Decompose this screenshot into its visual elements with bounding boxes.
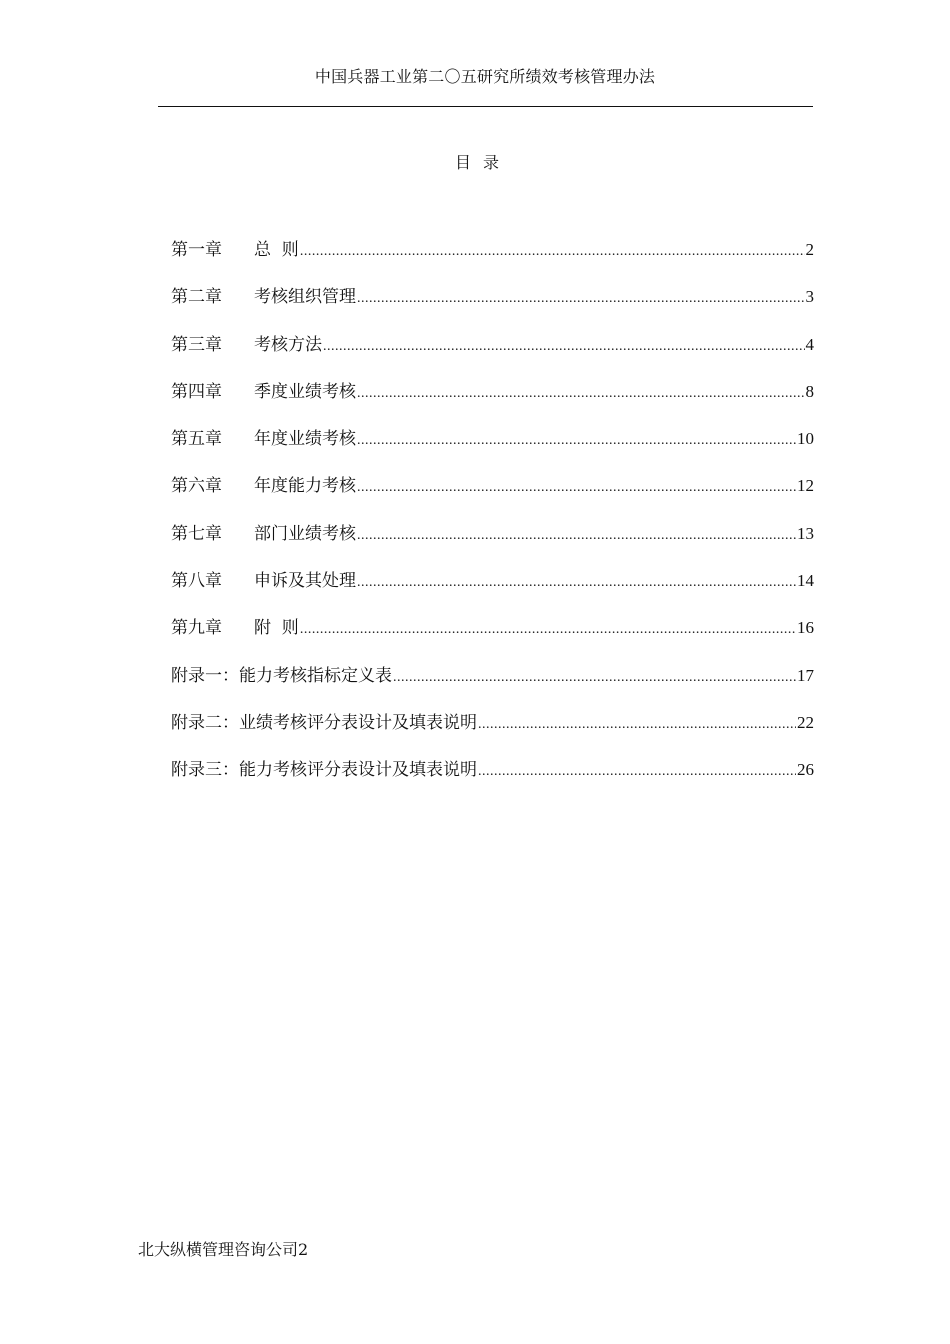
toc-entry-chapter-1[interactable]: [171, 238, 814, 285]
toc-dot-leader: [300, 618, 796, 642]
toc-dot-leader: [478, 713, 796, 737]
toc-dot-leader: [357, 382, 805, 406]
table-of-contents: [171, 238, 814, 806]
toc-entry-chapter-6[interactable]: [171, 474, 814, 521]
document-header-title: 中国兵器工业第二〇五研究所绩效考核管理办法: [314, 67, 656, 86]
toc-dot-leader: [478, 760, 796, 784]
toc-entry-chapter-3[interactable]: [171, 333, 814, 380]
toc-dot-leader: [393, 666, 796, 690]
toc-dot-leader: [357, 287, 805, 311]
toc-chapter-title: 总 则: [254, 240, 299, 260]
toc-page-number: 10: [797, 429, 814, 449]
toc-entry-label: [171, 569, 356, 593]
toc-entry-chapter-5[interactable]: [171, 427, 814, 474]
toc-dot-leader: [323, 335, 805, 359]
toc-title: 目录: [454, 153, 511, 172]
toc-page-number: 26: [797, 760, 814, 780]
toc-entry-label: 附录二：业绩考核评分表设计及填表说明: [171, 712, 477, 733]
toc-chapter-title: 部门业绩考核: [254, 523, 356, 544]
page-footer: 北大纵横管理咨询公司2: [138, 1240, 309, 1259]
toc-chapter-title: 申诉及其处理: [254, 571, 356, 592]
toc-entry-label: [171, 238, 299, 262]
toc-dot-leader: [357, 524, 796, 548]
toc-dot-leader: [357, 476, 796, 500]
toc-chapter-number: 第九章: [171, 618, 222, 639]
toc-entry-label: [171, 474, 356, 498]
toc-entry-chapter-9[interactable]: [171, 616, 814, 663]
toc-entry-appendix-2[interactable]: [171, 711, 814, 758]
toc-entry-appendix-1[interactable]: [171, 664, 814, 711]
toc-entry-label: [171, 333, 322, 357]
toc-chapter-number: 第八章: [171, 571, 222, 592]
toc-chapter-title: 年度业绩考核: [254, 429, 356, 450]
toc-entry-chapter-2[interactable]: [171, 285, 814, 332]
toc-entry-label: 附录三：能力考核评分表设计及填表说明: [171, 760, 477, 781]
toc-page-number: 13: [797, 523, 814, 543]
toc-entry-chapter-7[interactable]: [171, 522, 814, 569]
toc-chapter-number: 第一章: [171, 240, 222, 260]
toc-chapter-number: 第六章: [171, 476, 222, 497]
toc-page-number: 4: [805, 334, 814, 354]
toc-page-number: 16: [797, 618, 814, 638]
toc-dot-leader: [300, 240, 805, 264]
toc-entry-label: [171, 380, 356, 404]
toc-entry-label: [171, 285, 356, 309]
toc-entry-chapter-8[interactable]: [171, 569, 814, 616]
toc-chapter-number: 第四章: [171, 381, 222, 402]
toc-chapter-title: 季度业绩考核: [254, 381, 356, 402]
toc-entry-label: [171, 616, 299, 640]
toc-page-number: 14: [797, 571, 814, 591]
toc-page-number: 12: [797, 476, 814, 496]
toc-chapter-number: 第三章: [171, 334, 222, 355]
toc-entry-appendix-3[interactable]: [171, 758, 814, 805]
toc-chapter-number: 第二章: [171, 287, 222, 308]
toc-entry-label: [171, 522, 356, 546]
toc-chapter-title: 附 则: [254, 618, 299, 639]
toc-page-number: 17: [797, 665, 814, 685]
toc-chapter-number: 第五章: [171, 429, 222, 450]
toc-page-number: 8: [805, 381, 814, 401]
toc-entry-label: [171, 427, 356, 451]
header-divider: [158, 106, 813, 107]
toc-page-number: 3: [805, 287, 814, 307]
toc-dot-leader: [357, 429, 796, 453]
toc-entry-label: 附录一：能力考核指标定义表: [171, 665, 392, 686]
toc-chapter-title: 年度能力考核: [254, 476, 356, 497]
toc-chapter-title: 考核方法: [254, 334, 322, 355]
toc-chapter-number: 第七章: [171, 523, 222, 544]
toc-chapter-title: 考核组织管理: [254, 287, 356, 308]
toc-page-number: 2: [805, 240, 814, 259]
toc-page-number: 22: [797, 712, 814, 732]
toc-entry-chapter-4[interactable]: [171, 380, 814, 427]
toc-dot-leader: [357, 571, 796, 595]
